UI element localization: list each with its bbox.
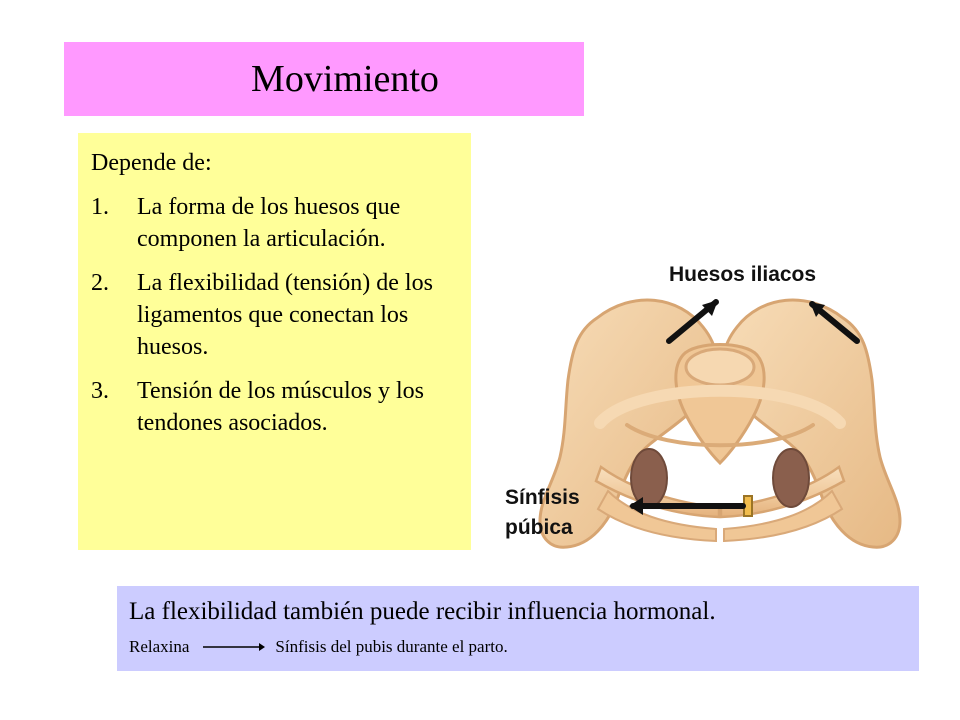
depends-list: [91, 191, 461, 439]
right-acetabulum: [773, 449, 809, 507]
pelvis-bones: [540, 300, 900, 547]
title-banner: [64, 42, 584, 116]
list-item-number: 2.: [91, 270, 109, 296]
list-item-text: Tensión de los músculos y los tendones asociados.: [137, 378, 424, 436]
depends-heading: Depende de:: [91, 150, 212, 176]
list-item: [91, 375, 461, 439]
relaxin-label: Relaxina: [129, 637, 190, 656]
pubic-symphysis-label-line-1: Sínfisis: [505, 486, 580, 509]
list-item-text: La forma de los huesos que componen la articulación.: [137, 194, 401, 252]
list-item-number: 3.: [91, 378, 109, 404]
list-item: [91, 267, 461, 363]
hormonal-note-main: La flexibilidad también puede recibir influencia hormonal.: [129, 598, 716, 625]
hormonal-note-detail: [129, 636, 907, 658]
pubic-symphysis-label: [505, 483, 580, 543]
page-title: Movimiento: [251, 58, 439, 100]
iliac-bones-label: Huesos iliacos: [669, 263, 817, 286]
pubic-symphysis-label-line-2: púbica: [505, 516, 573, 539]
sacral-vertebra: [686, 349, 754, 385]
hormonal-note-panel: [117, 586, 919, 671]
right-arrow-icon: [203, 641, 265, 653]
list-item-number: 1.: [91, 194, 109, 220]
relaxin-effect-text: Sínfisis del pubis durante el parto.: [275, 637, 508, 656]
list-item: [91, 191, 461, 255]
depends-panel: [78, 133, 471, 550]
pelvis-figure: [505, 243, 935, 565]
list-item-text: La flexibilidad (tensión) de los ligamentos que conectan los huesos.: [137, 270, 433, 360]
left-acetabulum: [631, 449, 667, 507]
